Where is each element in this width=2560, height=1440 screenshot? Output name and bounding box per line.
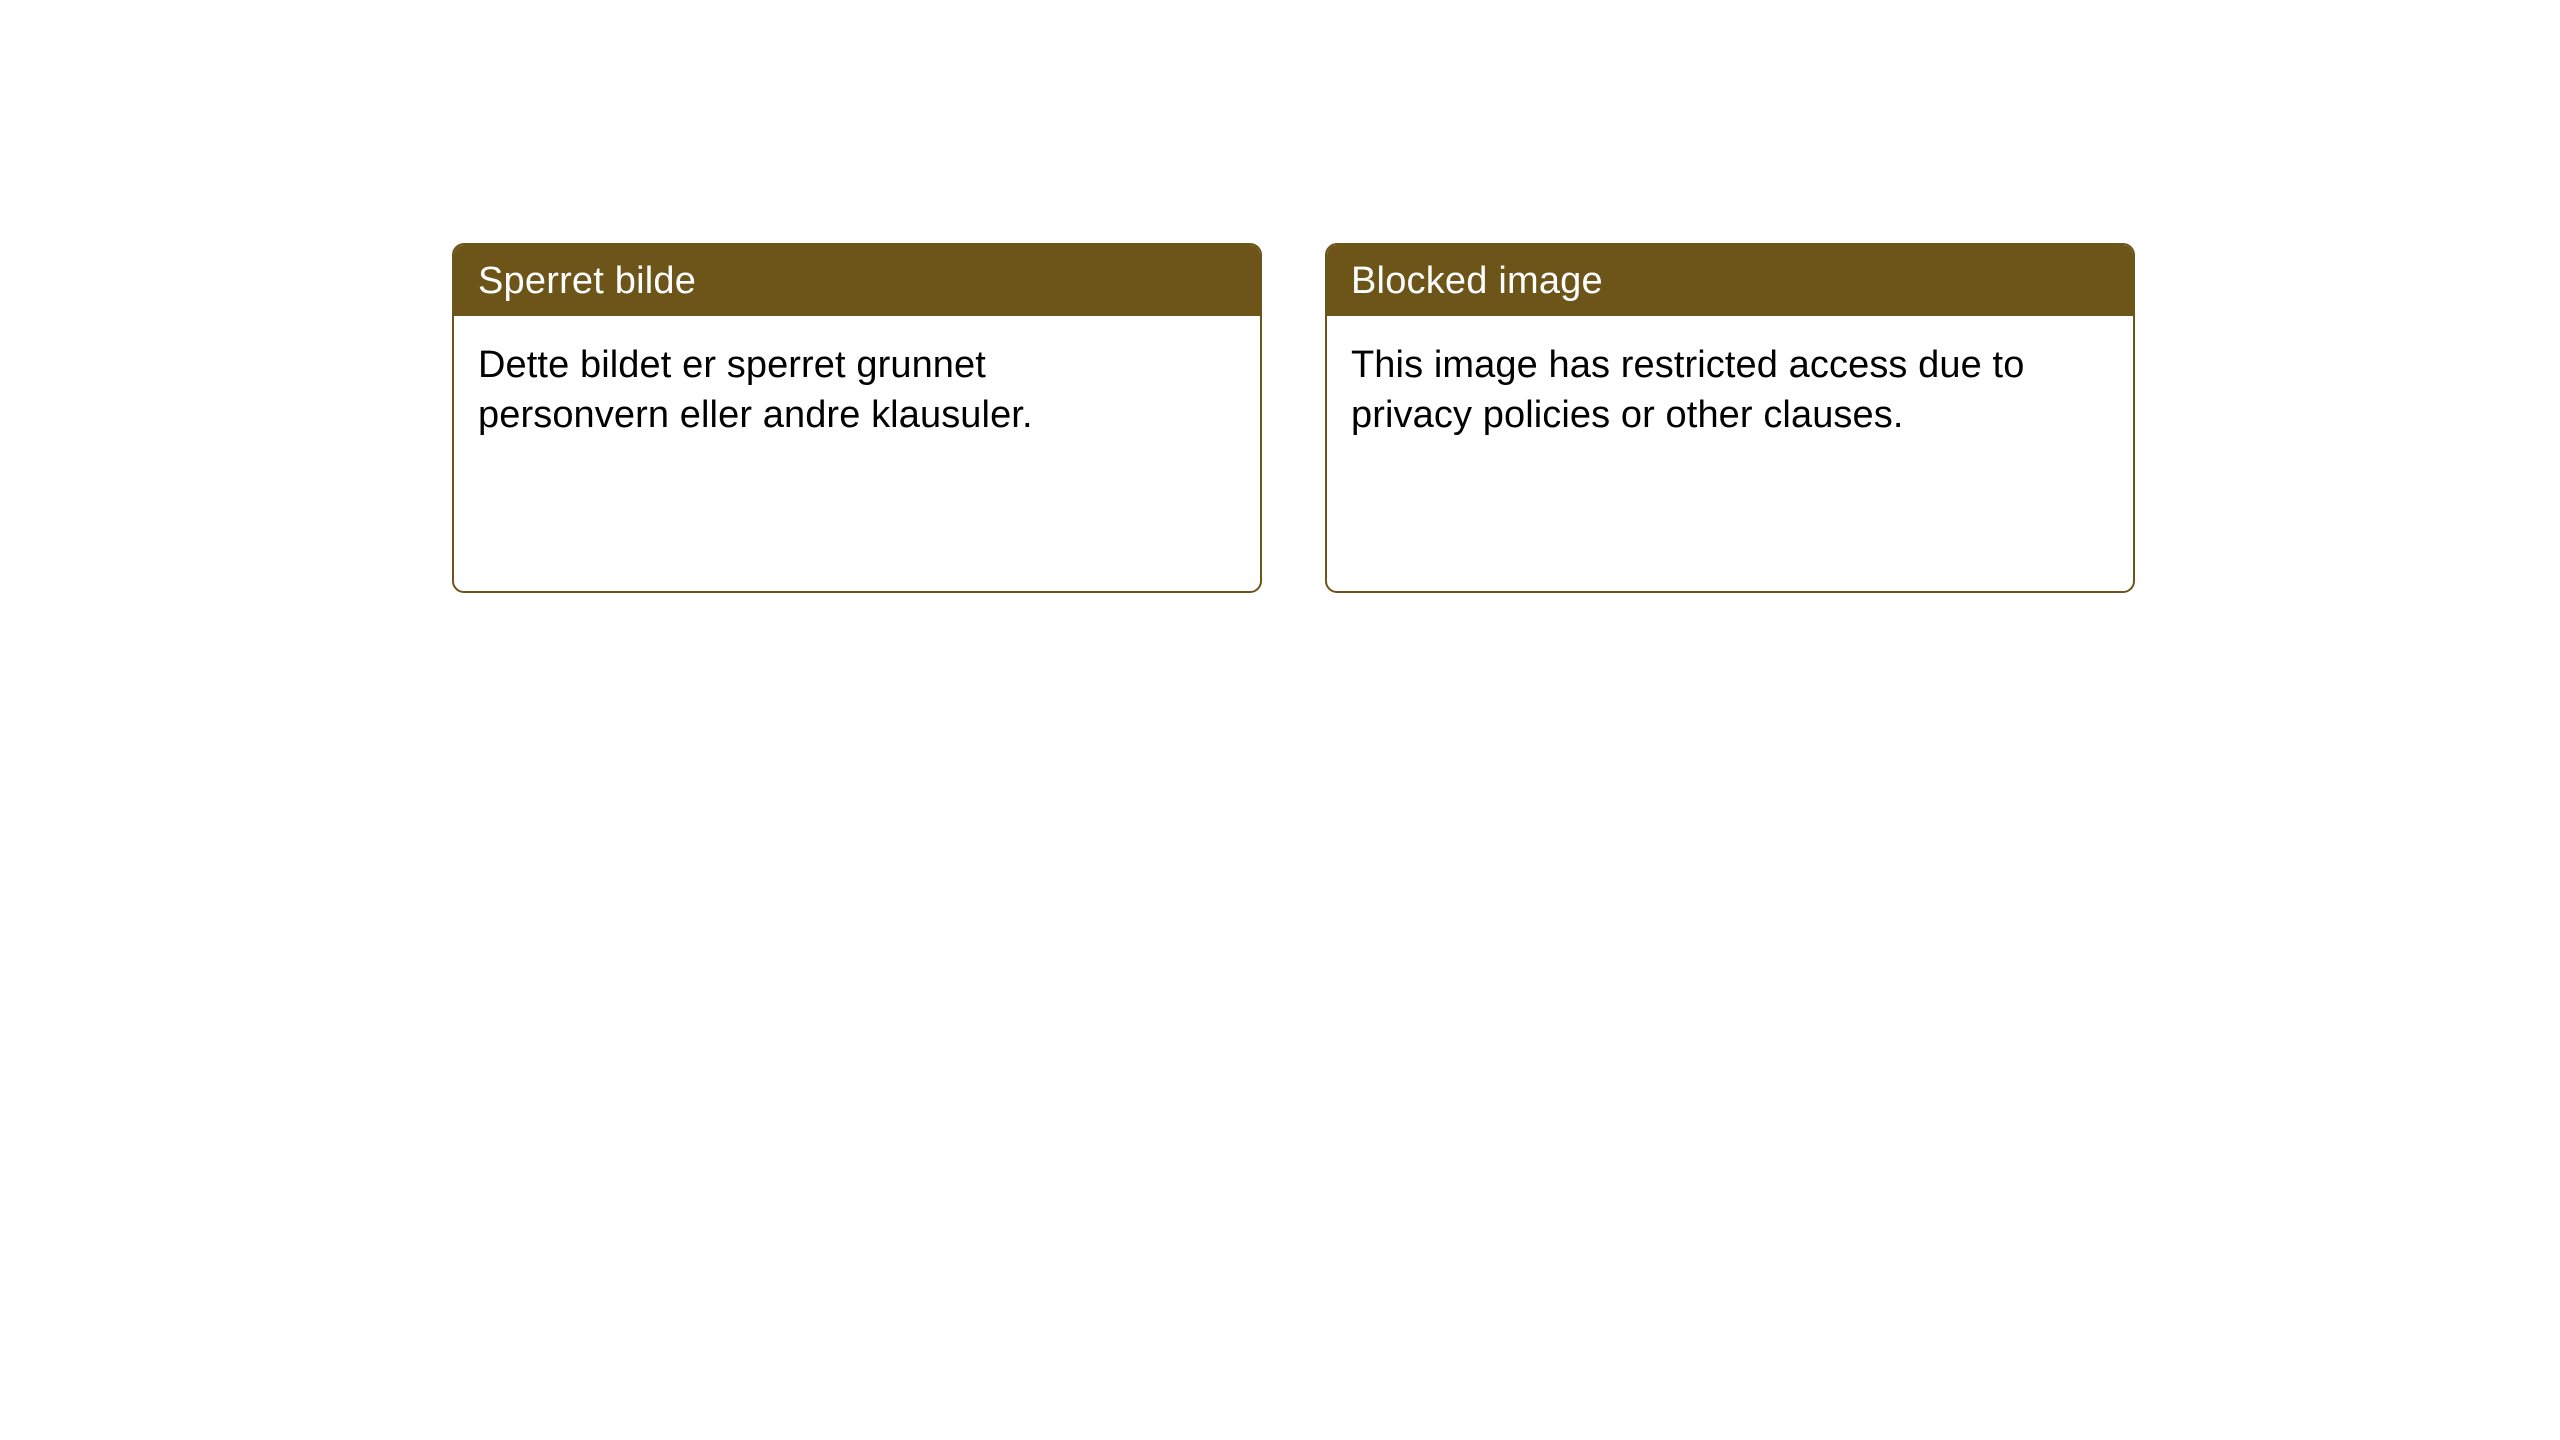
blocked-image-title-no: Sperret bilde xyxy=(454,245,1260,316)
blocked-image-card-no xyxy=(452,243,1262,593)
blocked-image-title-en: Blocked image xyxy=(1327,245,2133,316)
blocked-image-message-en: This image has restricted access due to privacy policies or other clauses. xyxy=(1351,344,2025,437)
blocked-image-card-en xyxy=(1325,243,2135,593)
blocked-image-body-no xyxy=(454,316,1208,440)
blocked-image-message-no: Dette bildet er sperret grunnet personvern eller andre klausuler. xyxy=(478,344,1033,437)
blocked-image-body-en xyxy=(1327,316,2061,440)
blocked-image-notice-group xyxy=(452,243,2135,593)
